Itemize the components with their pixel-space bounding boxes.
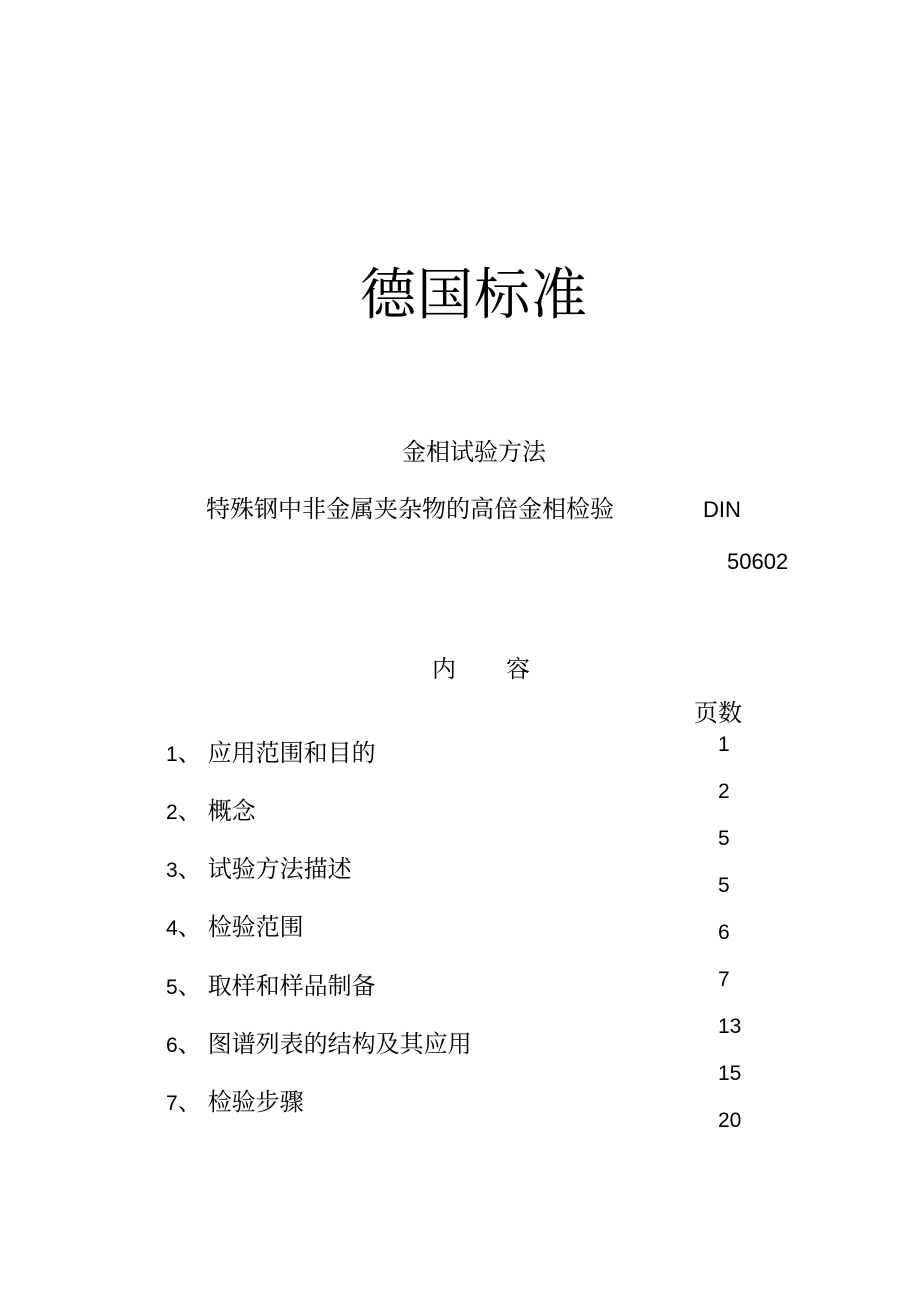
toc-item bbox=[166, 799, 256, 823]
toc-item-title: 应用范围和目的 bbox=[207, 739, 376, 767]
toc-item bbox=[166, 915, 304, 939]
toc-item-separator: 、 bbox=[177, 913, 202, 941]
document-name: 特殊钢中非金属夹杂物的高倍金相检验 bbox=[206, 495, 614, 523]
toc-item-number: 4 bbox=[166, 917, 178, 940]
toc-page-number: 1 bbox=[718, 733, 730, 756]
toc-item-separator: 、 bbox=[177, 739, 202, 767]
standard-prefix: DIN bbox=[703, 497, 741, 522]
toc-item bbox=[166, 1032, 472, 1056]
toc-item-number: 1 bbox=[166, 743, 178, 766]
main-title: 德国标准 bbox=[360, 263, 588, 328]
toc-page-number: 2 bbox=[718, 780, 730, 803]
toc-item-title: 概念 bbox=[207, 797, 256, 825]
toc-page-number: 20 bbox=[718, 1109, 742, 1132]
toc-item bbox=[166, 857, 352, 881]
toc-item-separator: 、 bbox=[177, 797, 202, 825]
toc-item-title: 图谱列表的结构及其应用 bbox=[207, 1030, 472, 1058]
toc-page-number: 7 bbox=[718, 968, 730, 991]
contents-heading-char-2: 容 bbox=[506, 655, 530, 683]
toc-item-separator: 、 bbox=[177, 1030, 202, 1058]
contents-heading-char-1: 内 bbox=[432, 655, 456, 683]
toc-page-number: 5 bbox=[718, 874, 730, 897]
toc-item bbox=[166, 974, 376, 998]
toc-item-separator: 、 bbox=[177, 855, 202, 883]
contents-heading bbox=[432, 657, 530, 681]
page-column-header: 页数 bbox=[694, 699, 742, 727]
toc-item-number: 7 bbox=[166, 1092, 178, 1115]
toc-item-number: 5 bbox=[166, 976, 178, 999]
toc-page-number: 5 bbox=[718, 827, 730, 850]
toc-item-title: 检验范围 bbox=[207, 913, 304, 941]
toc-item-number: 3 bbox=[166, 859, 178, 882]
toc-item-number: 2 bbox=[166, 801, 178, 824]
toc-item bbox=[166, 741, 376, 765]
toc-item-title: 取样和样品制备 bbox=[207, 972, 376, 1000]
toc-item bbox=[166, 1090, 304, 1114]
toc-item-title: 检验步骤 bbox=[207, 1088, 304, 1116]
toc-page-number: 15 bbox=[718, 1062, 742, 1085]
toc-item-title: 试验方法描述 bbox=[207, 855, 352, 883]
toc-item-separator: 、 bbox=[177, 1088, 202, 1116]
toc-page-number: 6 bbox=[718, 921, 730, 944]
toc-item-separator: 、 bbox=[177, 972, 202, 1000]
toc-item-number: 6 bbox=[166, 1034, 178, 1057]
subtitle: 金相试验方法 bbox=[402, 438, 546, 466]
toc-page-number: 13 bbox=[718, 1015, 742, 1038]
standard-number: 50602 bbox=[727, 549, 789, 574]
